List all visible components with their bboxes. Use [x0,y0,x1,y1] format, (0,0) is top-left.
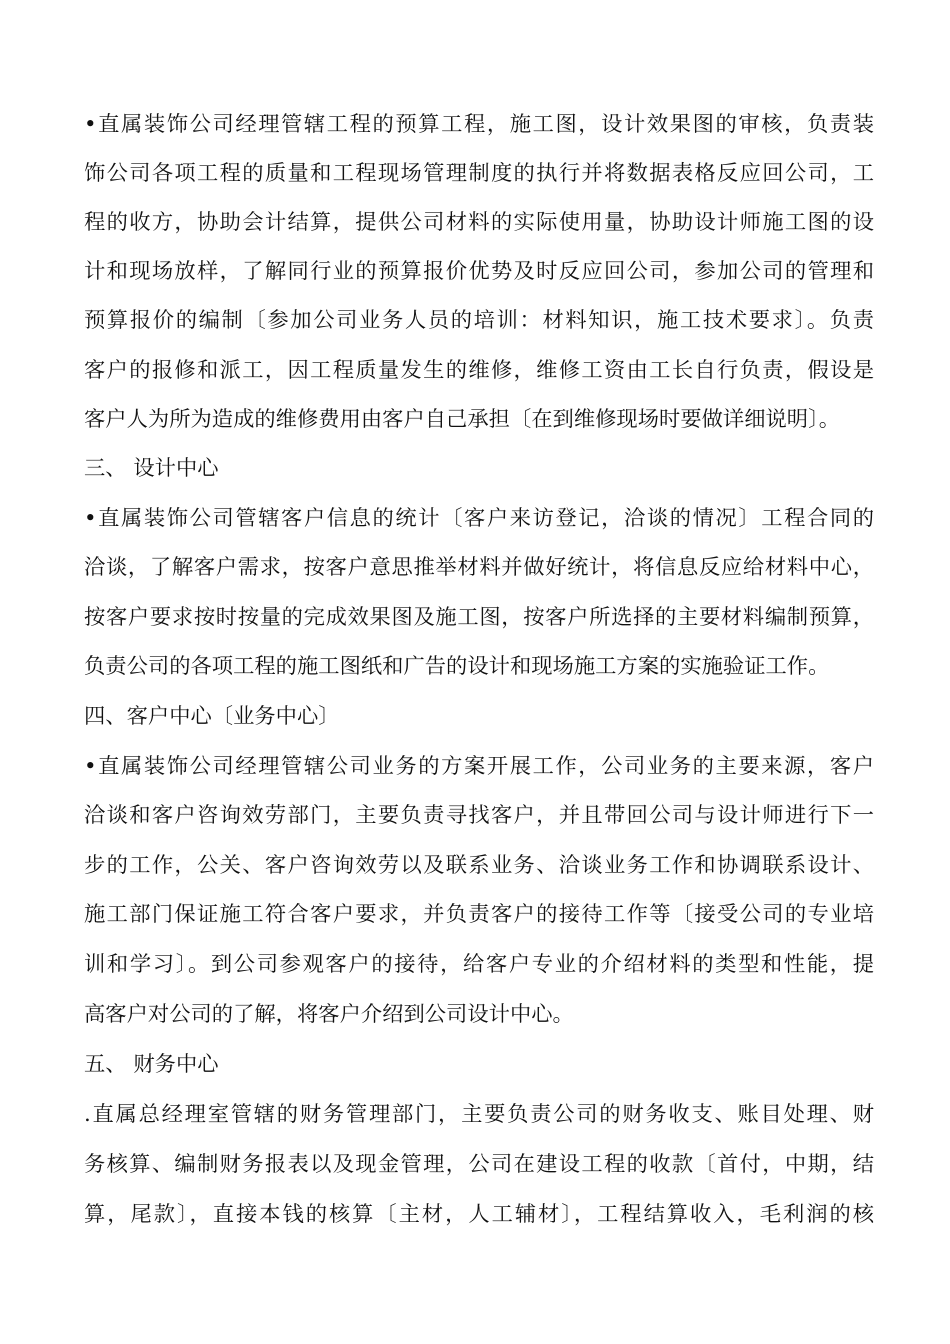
paragraph-line: •直属装饰公司管辖客户信息的统计〔客户来访登记，洽谈的情况〕工程合同的 [84,506,874,531]
paragraph-line: 洽谈和客户咨询效劳部门，主要负责寻找客户，并且带回公司与设计师进行下一 [84,803,874,828]
paragraph-line: 训和学习〕。到公司参观客户的接待，给客户专业的介绍材料的类型和性能，提 [84,952,874,977]
section-heading-customer-center: 四、客户中心〔业务中心〕 [84,704,340,729]
paragraph-line: 务核算、编制财务报表以及现金管理，公司在建设工程的收款〔首付，中期，结 [84,1152,874,1177]
paragraph-line: 洽谈，了解客户需求，按客户意思推举材料并做好统计，将信息反应给材料中心， [84,555,874,580]
paragraph-line: •直属装饰公司经理管辖公司业务的方案开展工作，公司业务的主要来源，客户 [84,754,874,779]
paragraph-line: 高客户对公司的了解，将客户介绍到公司设计中心。 [84,1002,574,1027]
paragraph-line: 算，尾款〕，直接本钱的核算〔主材，人工辅材〕，工程结算收入，毛利润的核 [84,1202,874,1227]
paragraph-line: .直属总经理室管辖的财务管理部门，主要负责公司的财务收支、账目处理、财 [84,1102,874,1127]
paragraph-line: 预算报价的编制〔参加公司业务人员的培训：材料知识，施工技术要求〕。负责 [84,308,874,333]
paragraph-line: 步的工作，公关、客户咨询效劳以及联系业务、洽谈业务工作和协调联系设计、 [84,853,874,878]
paragraph-line: 按客户要求按时按量的完成效果图及施工图，按客户所选择的主要材料编制预算， [84,605,874,630]
section-heading-finance-center: 五、 财务中心 [84,1052,219,1077]
paragraph-line: •直属装饰公司经理管辖工程的预算工程，施工图，设计效果图的审核，负责装 [84,112,874,137]
paragraph-line: 程的收方，协助会计结算，提供公司材料的实际使用量，协助设计师施工图的设 [84,210,874,235]
paragraph-line: 施工部门保证施工符合客户要求，并负责客户的接待工作等〔接受公司的专业培 [84,902,874,927]
paragraph-line: 客户人为所为造成的维修费用由客户自己承担〔在到维修现场时要做详细说明〕。 [84,407,841,432]
paragraph-line: 饰公司各项工程的质量和工程现场管理制度的执行并将数据表格反应回公司，工 [84,161,874,186]
paragraph-line: 客户的报修和派工，因工程质量发生的维修，维修工资由工长自行负责，假设是 [84,358,874,383]
section-heading-design-center: 三、 设计中心 [84,456,219,481]
paragraph-line: 计和现场放样，了解同行业的预算报价优势及时反应回公司，参加公司的管理和 [84,259,874,284]
paragraph-line: 负责公司的各项工程的施工图纸和广告的设计和现场施工方案的实施验证工作。 [84,654,830,679]
